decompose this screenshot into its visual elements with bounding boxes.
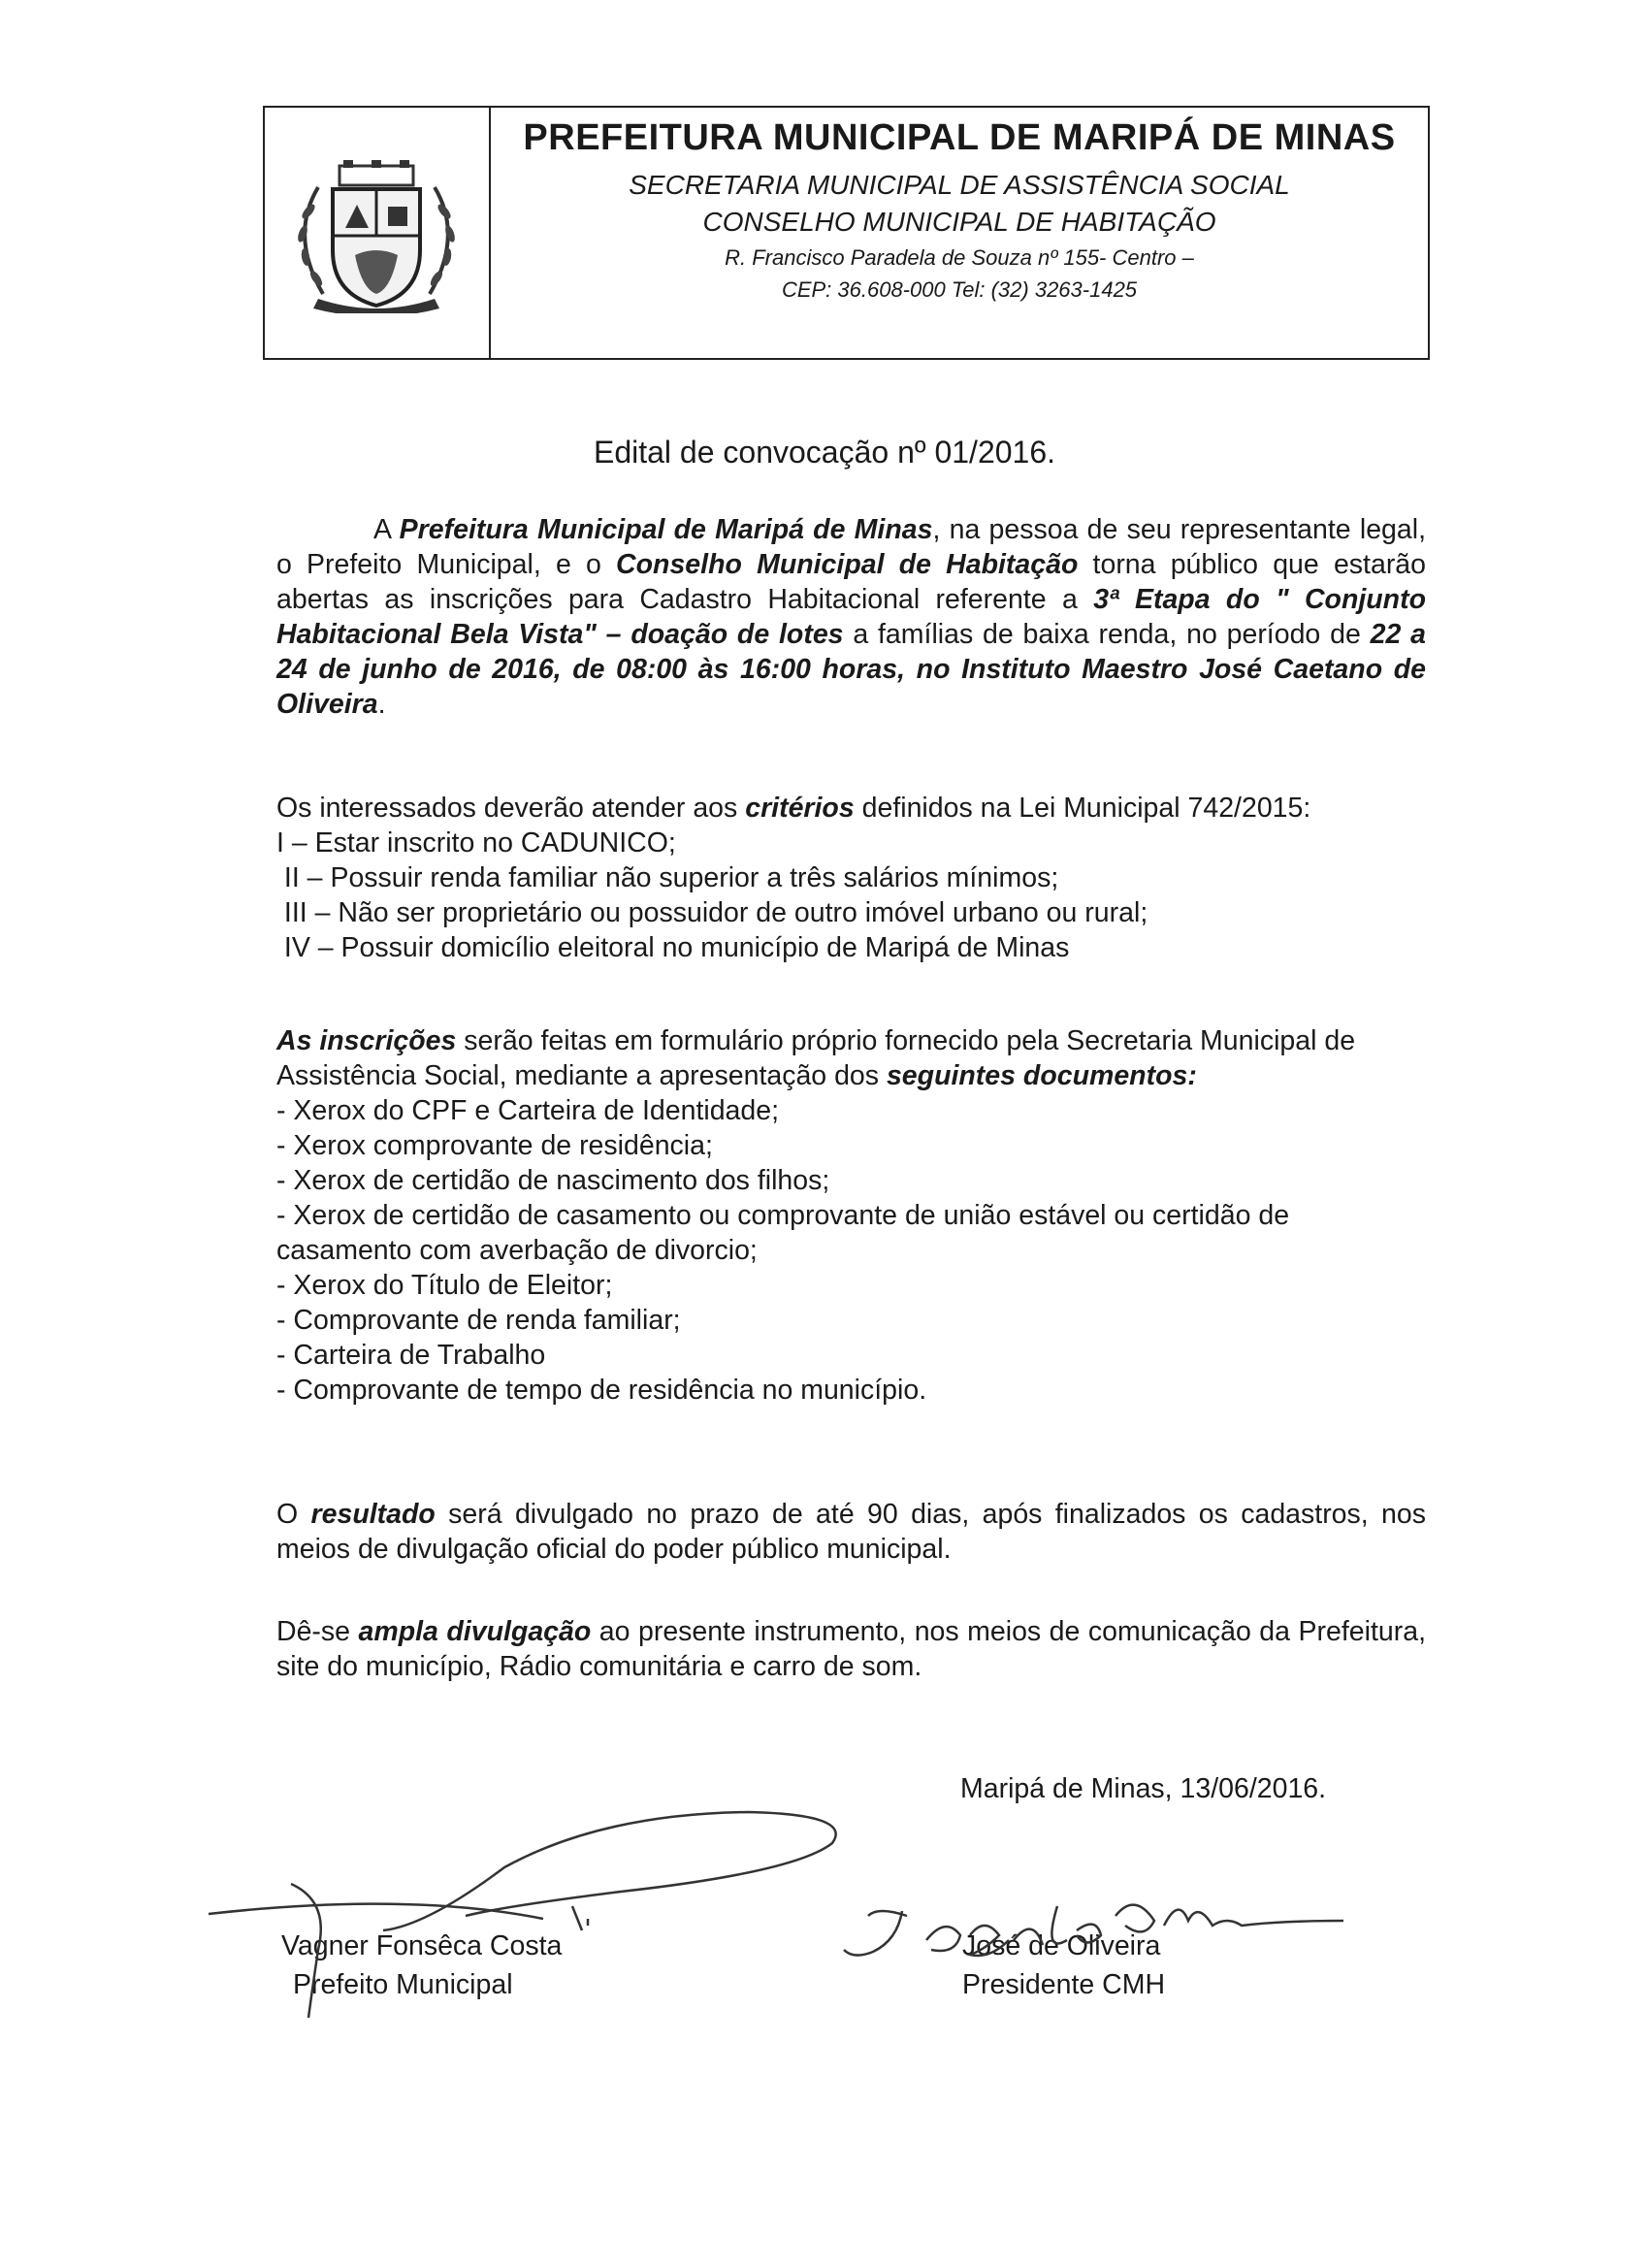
documents-text-1: serão feitas em formulário próprio fornecido pela Secretaria Municipal de Assistência Social, mediante a apresentação dos xyxy=(276,1025,1356,1091)
signer-name: José de Oliveira xyxy=(962,1930,1161,1961)
signature-mayor xyxy=(281,1927,562,2004)
publicity-text-1: Dê-se xyxy=(276,1616,359,1647)
criteria-section xyxy=(276,791,1426,965)
criteria-list xyxy=(276,826,1426,965)
intro-text-2: , na pessoa de seu representante legal, o Prefeito Municipal, e o xyxy=(276,514,1427,580)
intro-text-4: a famílias de baixa renda, no período de xyxy=(843,619,1371,650)
criteria-text-2: definidos na Lei Municipal 742/2015: xyxy=(854,793,1311,824)
list-item: - Comprovante de renda familiar; xyxy=(276,1305,681,1336)
list-item: - Carteira de Trabalho xyxy=(276,1340,546,1371)
intro-text-3: torna público que estarão abertas as inscrições para Cadastro Habitacional referente a xyxy=(276,549,1427,615)
result-text-1: O xyxy=(276,1499,311,1530)
list-item: - Xerox do Título de Eleitor; xyxy=(276,1270,613,1301)
intro-text-5: . xyxy=(377,689,386,720)
publicity-bold: ampla divulgação xyxy=(358,1616,592,1647)
documents-intro xyxy=(276,1023,1426,1093)
intro-bold-3: 3ª Etapa do " Conjunto Habitacional Bela Vista" – doação de lotes xyxy=(276,584,1426,650)
org-name: PREFEITURA MUNICIPAL DE MARIPÁ DE MINAS xyxy=(523,117,1396,158)
list-item: IV – Possuir domicílio eleitoral no município de Maripá de Minas xyxy=(276,932,1070,963)
publicity-paragraph xyxy=(276,1614,1426,1684)
intro-text-1: A xyxy=(373,514,400,545)
letterhead xyxy=(263,106,1430,360)
signer-name: Vagner Fonsêca Costa xyxy=(281,1930,563,1961)
municipal-crest-icon xyxy=(279,158,473,313)
list-item: II – Possuir renda familiar não superior a três salários mínimos; xyxy=(276,862,1059,893)
signer-role: Presidente CMH xyxy=(962,1969,1166,2000)
signature-president xyxy=(962,1927,1165,2004)
list-item: - Xerox do CPF e Carteira de Identidade; xyxy=(276,1095,780,1126)
list-item: III – Não ser proprietário ou possuidor de outro imóvel urbano ou rural; xyxy=(276,897,1148,928)
documents-section xyxy=(276,1023,1426,1408)
intro-bold-4: 22 a 24 de junho de 2016, de 08:00 às 16:00 horas, no Instituto Maestro José Caetano de Oliveira xyxy=(276,619,1426,720)
conselho-name: CONSELHO MUNICIPAL DE HABITAÇÃO xyxy=(702,207,1216,237)
documents-list xyxy=(276,1093,1426,1408)
criteria-intro xyxy=(276,791,1426,826)
list-item: I – Estar inscrito no CADUNICO; xyxy=(276,827,676,859)
list-item: - Xerox comprovante de residência; xyxy=(276,1130,713,1161)
documents-bold-1: As inscrições xyxy=(276,1025,457,1056)
intro-bold-1: Prefeitura Municipal de Maripá de Minas xyxy=(399,514,933,545)
documents-bold-2: seguintes documentos: xyxy=(886,1060,1197,1091)
criteria-text-1: Os interessados deverão atender aos xyxy=(276,793,746,824)
intro-bold-2: Conselho Municipal de Habitação xyxy=(616,549,1079,580)
result-text-2: será divulgado no prazo de até 90 dias, após finalizados os cadastros, nos meios de divulgação oficial do poder público municipal. xyxy=(276,1499,1427,1565)
list-item: - Comprovante de tempo de residência no município. xyxy=(276,1375,927,1406)
result-bold: resultado xyxy=(310,1499,436,1530)
secretaria-name: SECRETARIA MUNICIPAL DE ASSISTÊNCIA SOCIAL xyxy=(629,170,1290,200)
criteria-bold: critérios xyxy=(745,793,855,824)
list-item: - Xerox de certidão de nascimento dos filhos; xyxy=(276,1165,830,1196)
signer-role: Prefeito Municipal xyxy=(293,1969,513,2000)
result-paragraph xyxy=(276,1497,1426,1567)
intro-paragraph xyxy=(276,512,1426,722)
document-date: Maripá de Minas, 13/06/2016. xyxy=(960,1773,1327,1804)
publicity-text-2: ao presente instrumento, nos meios de comunicação da Prefeitura, site do município, Rádio comunitária e carro de som. xyxy=(276,1616,1426,1682)
address-line-1: R. Francisco Paradela de Souza nº 155- Centro – xyxy=(725,245,1194,270)
list-item: - Xerox de certidão de casamento ou comprovante de união estável ou certidão de casamento com averbação de divorcio; xyxy=(276,1200,1290,1266)
address-line-2: CEP: 36.608-000 Tel: (32) 3263-1425 xyxy=(781,277,1138,302)
document-title: Edital de convocação nº 01/2016. xyxy=(593,435,1056,470)
